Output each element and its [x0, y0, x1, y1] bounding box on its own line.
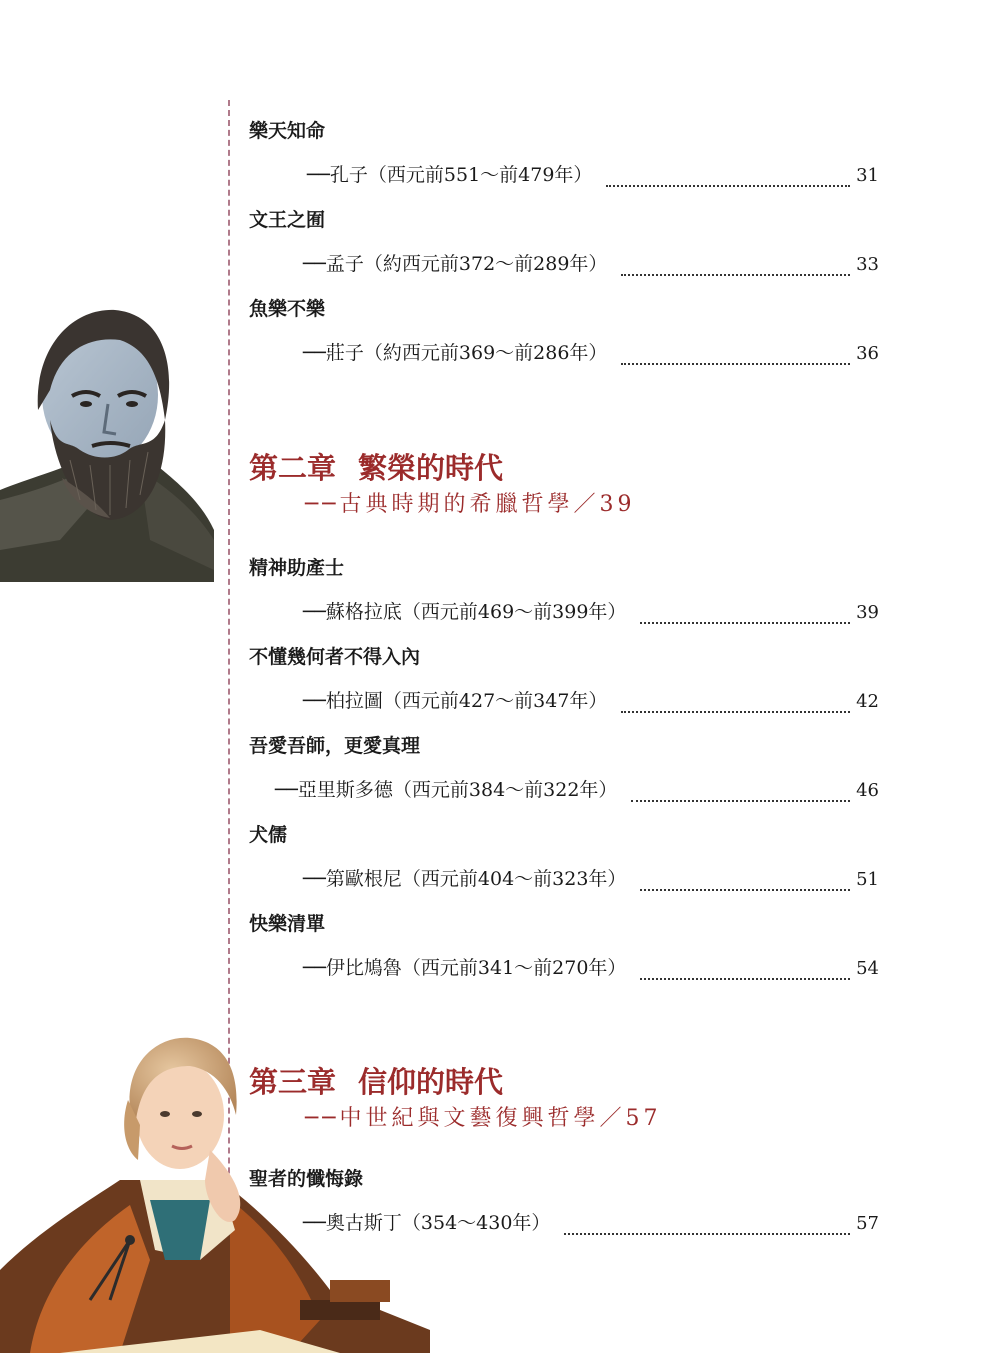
entry-detail-line: [275, 776, 879, 804]
entry-title: 文王之囿: [249, 209, 326, 231]
dot-leader: [564, 1219, 850, 1235]
em-dash: ──: [275, 779, 298, 801]
entry-detail-line: [303, 865, 879, 893]
dot-leader: [606, 171, 850, 187]
page-number: 42: [856, 691, 879, 712]
page-number: 57: [856, 1213, 879, 1234]
entry-title: 不懂幾何者不得入內: [249, 646, 421, 668]
entry-title: 吾愛吾師，更愛真理: [249, 735, 421, 757]
em-dash: ──: [303, 957, 326, 979]
em-dash: ──: [303, 690, 326, 712]
chapter-heading: [249, 1062, 889, 1142]
chapter-title: [249, 1062, 503, 1102]
page-number: 51: [856, 869, 879, 890]
philosopher-name: 第歐根尼（西元前404～前323年）: [325, 868, 627, 890]
chapter-number: 第二章: [249, 451, 337, 485]
entry-detail-line: [303, 250, 879, 278]
toc-entry: [249, 1166, 879, 1241]
toc-entry: [249, 911, 879, 986]
toc-entry: [249, 207, 879, 282]
philosopher-name: 伊比鳩魯（西元前341～前270年）: [325, 957, 627, 979]
dot-leader: [640, 608, 850, 624]
chapter-number: 第三章: [249, 1065, 337, 1099]
em-dash: ──: [303, 1212, 326, 1234]
toc-entry: [249, 118, 879, 193]
page-number: 33: [856, 254, 879, 275]
entry-title: 精神助產士: [249, 557, 345, 579]
entry-detail-line: [303, 687, 879, 715]
page-number: 39: [856, 602, 879, 623]
page-number: 54: [856, 958, 879, 979]
philosopher-name: 莊子（約西元前369～前286年）: [325, 342, 608, 364]
entry-title: 魚樂不樂: [249, 298, 326, 320]
dot-leader: [640, 964, 850, 980]
entry-detail-line: [303, 1209, 879, 1237]
entry-detail-line: [303, 954, 879, 982]
entry-title: 聖者的懺悔錄: [249, 1168, 364, 1190]
page-number: 31: [856, 165, 879, 186]
philosopher-name: 孟子（約西元前372～前289年）: [325, 253, 608, 275]
entry-title: 犬儒: [249, 824, 288, 846]
toc-entry: [249, 644, 879, 719]
em-dash: ──: [303, 253, 326, 275]
chapter-subtitle: ──古典時期的希臘哲學／39: [305, 492, 636, 517]
philosopher-name: 孔子（西元前551～前479年）: [329, 164, 593, 186]
entry-title: 樂天知命: [249, 120, 326, 142]
entry-title: 快樂清單: [249, 913, 326, 935]
dot-leader: [640, 875, 850, 891]
page-number: 36: [856, 343, 879, 364]
toc-entry: [249, 822, 879, 897]
dot-leader: [631, 786, 850, 802]
em-dash: ──: [307, 164, 330, 186]
entry-detail-line: [307, 161, 879, 189]
em-dash: ──: [303, 868, 326, 890]
bearded-man-portrait: [0, 300, 214, 582]
entry-detail-line: [303, 339, 879, 367]
chapter-name: 繁榮的時代: [358, 451, 504, 485]
dot-leader: [621, 697, 850, 713]
dot-leader: [621, 349, 850, 365]
chapter-name: 信仰的時代: [358, 1065, 504, 1099]
entry-detail-line: [303, 598, 879, 626]
philosopher-name: 柏拉圖（西元前427～前347年）: [325, 690, 608, 712]
dot-leader: [621, 260, 850, 276]
toc-entry: [249, 733, 879, 808]
philosopher-name: 蘇格拉底（西元前469～前399年）: [325, 601, 627, 623]
toc-entry: [249, 555, 879, 630]
toc-entry: [249, 296, 879, 371]
philosopher-name: 奧古斯丁（354～430年）: [325, 1212, 551, 1234]
chapter-subtitle: ──中世紀與文藝復興哲學／57: [305, 1106, 662, 1131]
em-dash: ──: [303, 601, 326, 623]
chapter-title: [249, 448, 503, 488]
philosopher-name: 亞里斯多德（西元前384～前322年）: [297, 779, 618, 801]
page-number: 46: [856, 780, 879, 801]
em-dash: ──: [303, 342, 326, 364]
chapter-heading: [249, 448, 889, 528]
